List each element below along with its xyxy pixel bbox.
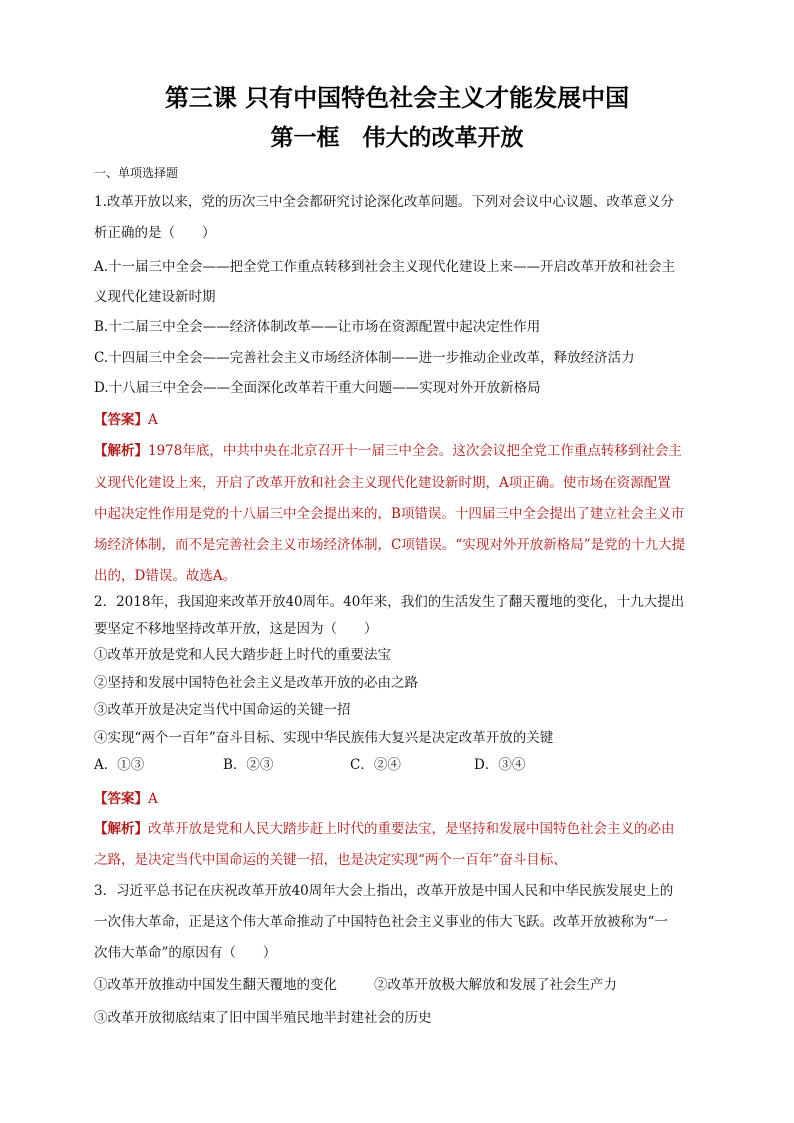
- q2-item1: ①改革开放是党和人民大踏步赶上时代的重要法宝: [94, 647, 391, 663]
- q2-item3: ③改革开放是决定当代中国命运的关键一招: [94, 702, 351, 718]
- section-title: 第一框 伟大的改革开放: [270, 125, 524, 151]
- q1-analysis-line3: 中起决定性作用是党的十八届三中全会提出来的，B项错误。十四届三中全会提出了建立社会主义市: [94, 506, 685, 522]
- q2-analysis-line2: 之路，是决定当代中国命运的关键一招，也是决定实现“两个一百年”奋斗目标、: [94, 852, 567, 868]
- answer-tag: 【答案】: [94, 412, 148, 428]
- q3-stem-line1: 3．习近平总书记在庆祝改革开放40周年大会上指出，改革开放是中国人民和中华民族发展史上的: [94, 883, 674, 899]
- analysis-tag: 【解析】: [94, 821, 148, 837]
- answer-value: A: [148, 791, 158, 807]
- q1-analysis-line5: 出的，D错误。故选A。: [94, 568, 237, 584]
- q1-analysis-line1: [94, 442, 682, 460]
- q2-answer: [94, 790, 158, 808]
- q1-option-a-line1: A.十一届三中全会——把全党工作重点转移到社会主义现代化建设上来——开启改革开放和社会主: [94, 259, 676, 275]
- q3-stem-line2: 一次伟大革命，正是这个伟大革命推动了中国特色社会主义事业的伟大飞跃。改革开放被称为“一: [94, 914, 668, 930]
- answer-value: A: [148, 412, 158, 428]
- q3-item3: ③改革开放彻底结束了旧中国半殖民地半封建社会的历史: [94, 1010, 432, 1026]
- q2-analysis-line1: [94, 820, 675, 838]
- q2-item2: ②坚持和发展中国特色社会主义是改革开放的必由之路: [94, 675, 418, 691]
- answer-tag: 【答案】: [94, 791, 148, 807]
- q1-option-d: D.十八届三中全会——全面深化改革若干重大问题——实现对外开放新格局: [94, 380, 541, 396]
- q1-option-b: B.十二届三中全会——经济体制改革——让市场在资源配置中起决定性作用: [94, 319, 541, 335]
- q2-option-a: A．①③: [94, 757, 145, 773]
- lesson-title: 第三课 只有中国特色社会主义才能发展中国: [164, 84, 630, 112]
- q2-item4: ④实现“两个一百年”奋斗目标、实现中华民族伟大复兴是决定改革开放的关键: [94, 730, 554, 746]
- analysis-text: 1978年底，中共中央在北京召开十一届三中全会。这次会议把全党工作重点转移到社会主: [148, 443, 682, 459]
- q1-stem-line1: 1.改革开放以来，党的历次三中全会都研究讨论深化改革问题。下列对会议中心议题、改革意义分: [94, 194, 674, 210]
- q2-stem-line1: 2．2018年，我国迎来改革开放40周年。40年来，我们的生活发生了翻天覆地的变化，十九大提出: [94, 594, 685, 610]
- q3-item1: ①改革开放推动中国发生翻天覆地的变化: [94, 977, 337, 993]
- analysis-tag: 【解析】: [94, 443, 148, 459]
- analysis-text: 改革开放是党和人民大踏步赶上时代的重要法宝，是坚持和发展中国特色社会主义的必由: [148, 821, 675, 837]
- q2-option-b: B．②③: [223, 757, 274, 773]
- q2-stem-line2: 要坚定不移地坚持改革开放，这是因为（ ）: [94, 621, 378, 637]
- q2-option-c: C．②④: [350, 757, 401, 773]
- q2-option-d: D．③④: [474, 757, 526, 773]
- q1-stem-line2: 析正确的是（ ）: [94, 225, 216, 241]
- question-type-heading: 一、单项选择题: [94, 166, 179, 180]
- q1-option-c: C.十四届三中全会——完善社会主义市场经济体制——进一步推动企业改革，释放经济活力: [94, 350, 635, 366]
- q1-analysis-line4: 场经济体制，而不是完善社会主义市场经济体制，C项错误。“实现对外开放新格局”是党的十九大提: [94, 537, 686, 553]
- q3-stem-line3: 次伟大革命”的原因有（ ）: [94, 945, 277, 961]
- q1-analysis-line2: 义现代化建设上来，开启了改革开放和社会主义现代化建设新时期，A项正确。使市场在资源配置: [94, 475, 671, 491]
- q3-item2: ②改革开放极大解放和发展了社会生产力: [374, 977, 617, 993]
- q1-option-a-line2: 义现代化建设新时期: [94, 289, 216, 305]
- q1-answer: [94, 411, 158, 429]
